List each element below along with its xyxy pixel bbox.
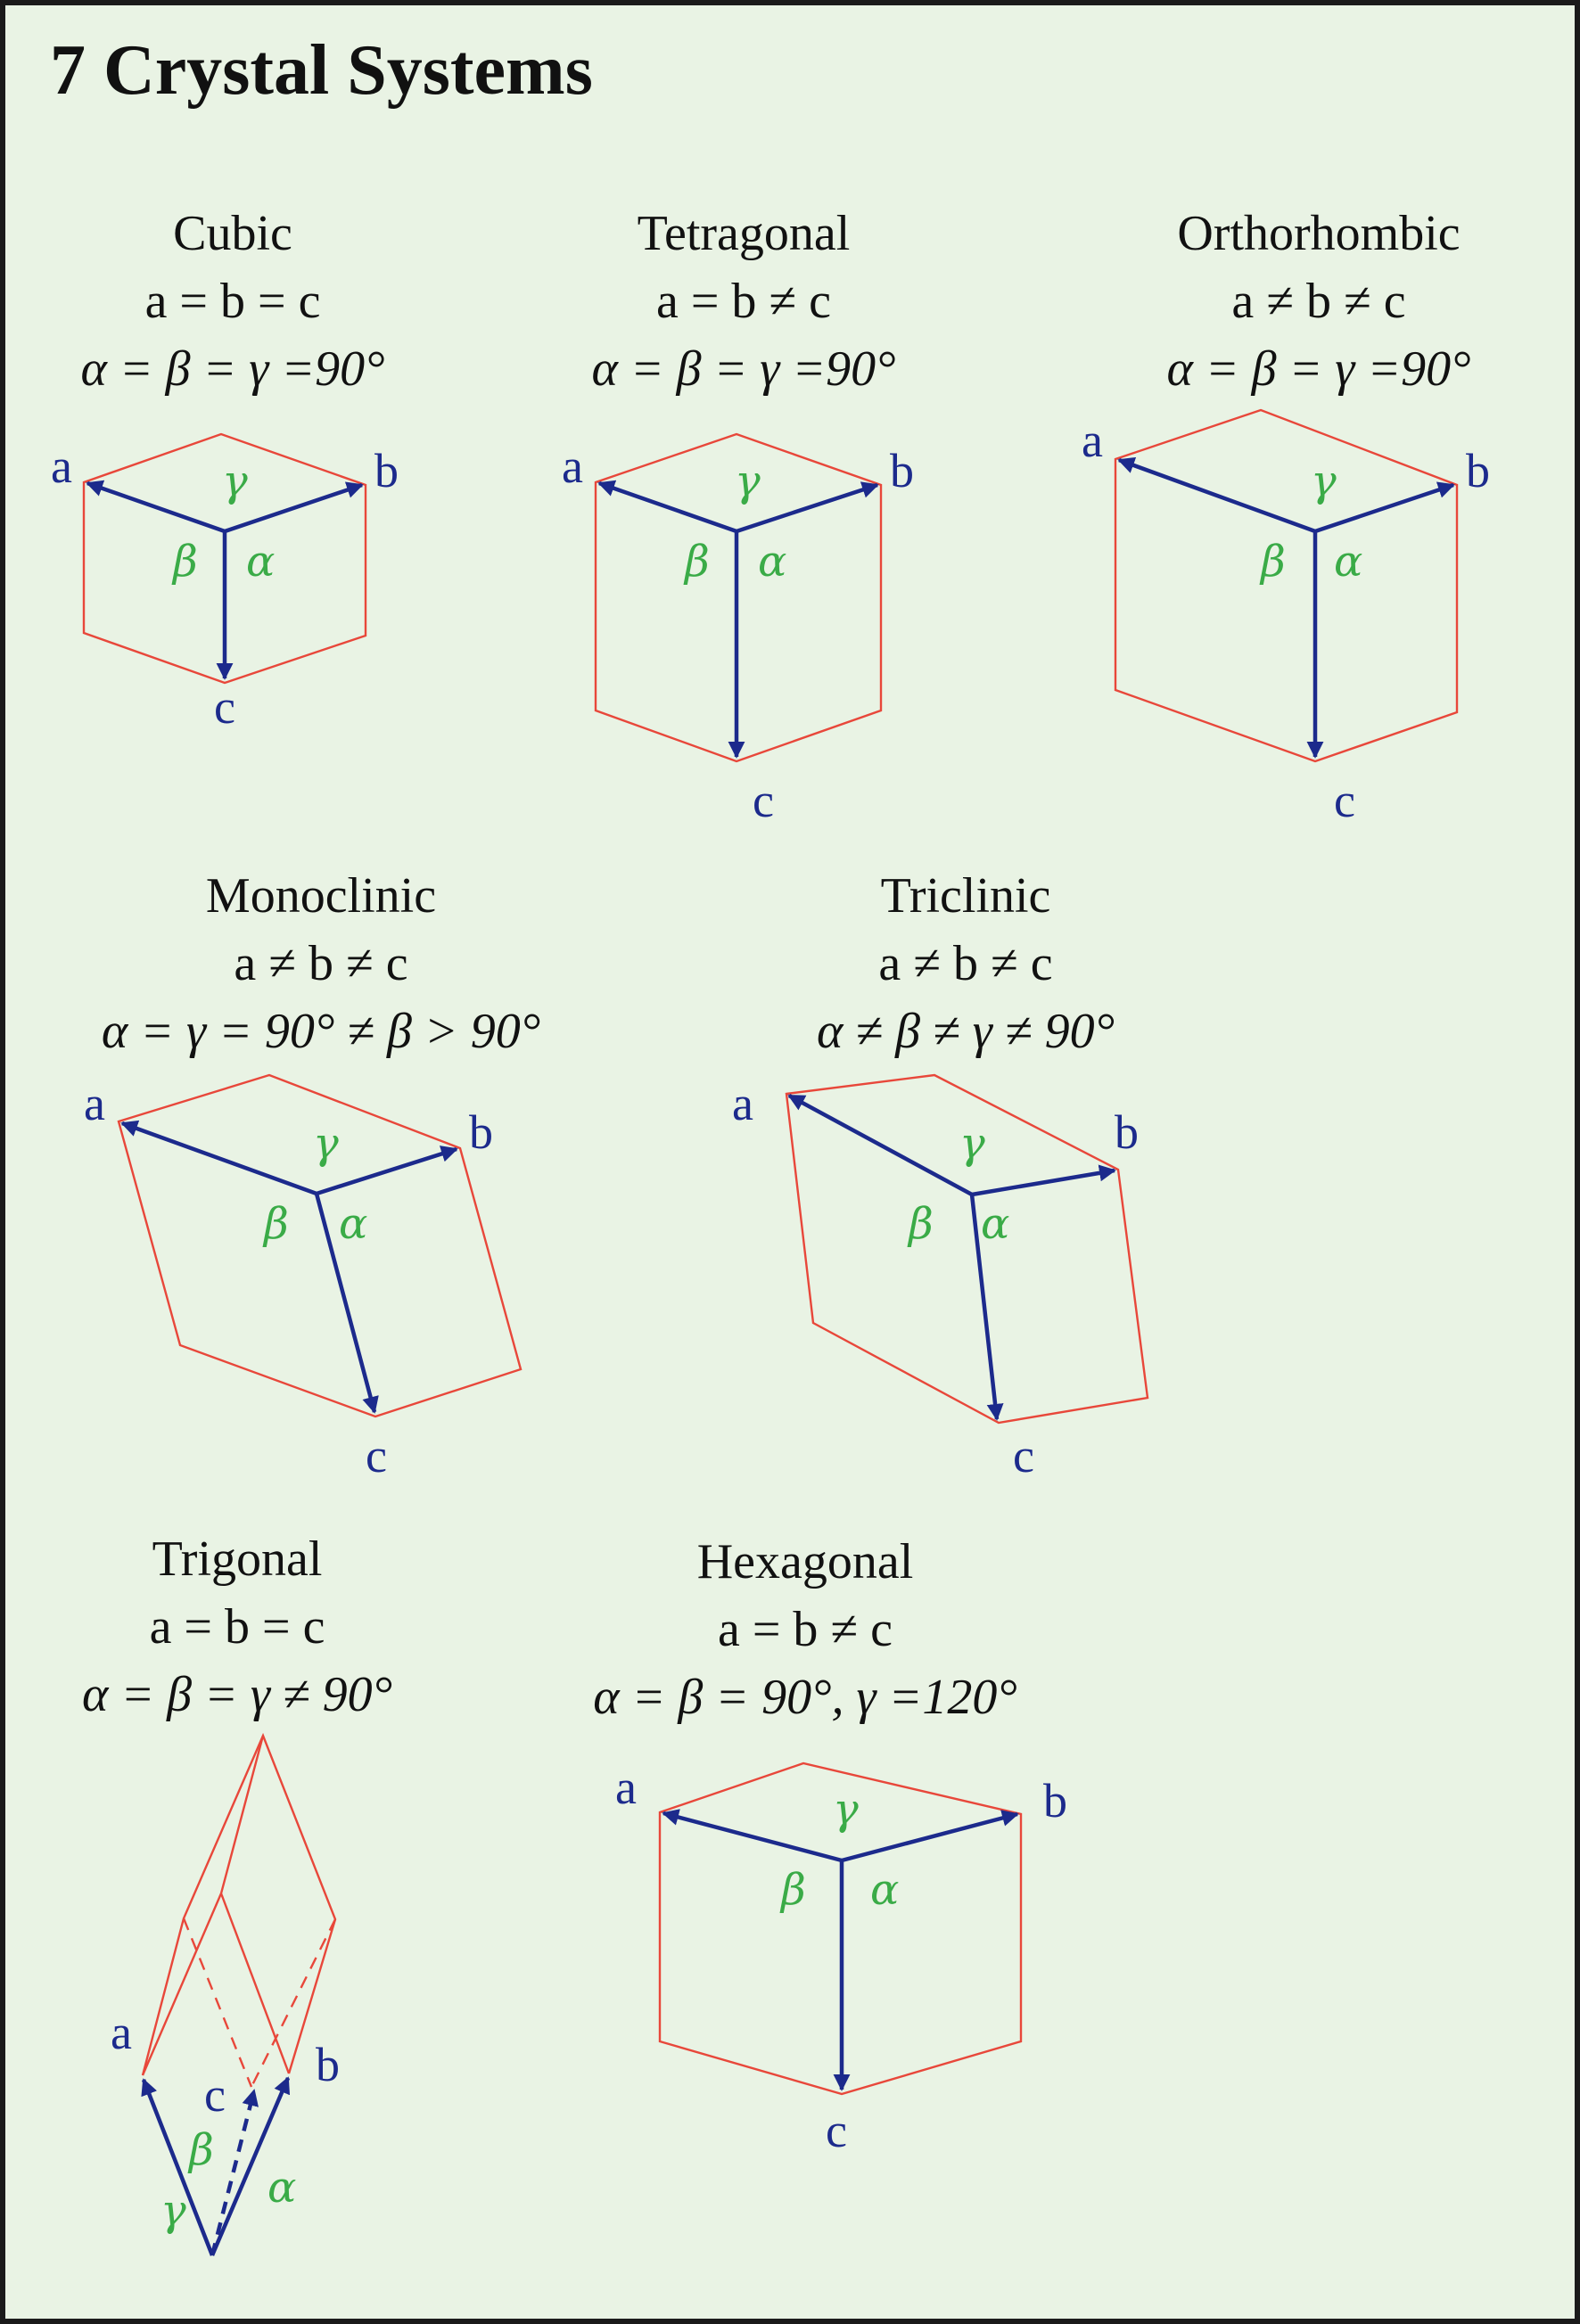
alpha-label: α [267,2163,297,2213]
b-axis-label: b [1466,444,1490,497]
hidden-edge [184,1918,251,2087]
beta-label: β [909,1199,934,1249]
angle-relation: α = β = γ =90° [591,341,896,397]
angle-relation: α = β = γ =90° [80,341,385,397]
page-title: 7 Crystal Systems [50,31,593,110]
c-axis-label: c [204,2068,226,2122]
a-axis-label: a [1082,414,1103,467]
length-relation: a ≠ b ≠ c [234,936,408,991]
length-relation: a ≠ b ≠ c [878,936,1053,991]
orthorhombic-unit-cell [1082,410,1490,827]
alpha-label: α [981,1199,1010,1249]
a-axis-arrow [663,1813,842,1860]
b-axis-arrow [842,1814,1017,1860]
gamma-label: γ [735,456,761,506]
hexagonal-unit-cell [615,1761,1067,2157]
gamma-label: γ [160,2186,186,2236]
system-name: Triclinic [880,868,1051,924]
angle-relation: α = β = 90°, γ =120° [593,1670,1017,1725]
system-name: Monoclinic [205,868,437,924]
beta-label: β [264,1199,289,1249]
gamma-label: γ [959,1119,985,1169]
a-axis-arrow [122,1123,317,1194]
angle-relation: α ≠ β ≠ γ ≠ 90° [817,1004,1115,1059]
triclinic-unit-cell [732,1075,1148,1482]
b-axis-arrow [972,1170,1115,1195]
angle-relation: α = β = γ ≠ 90° [81,1667,393,1722]
alpha-label: α [246,537,276,587]
beta-label: β [1261,537,1286,587]
alpha-label: α [758,537,787,587]
a-axis-arrow [789,1096,972,1195]
a-axis-label: a [51,439,72,493]
angle-relation: α = γ = 90° ≠ β > 90° [101,1004,541,1059]
b-axis-label: b [374,444,399,497]
a-axis-arrow [87,483,225,531]
length-relation: a = b ≠ c [655,274,832,329]
a-axis-arrow [1119,460,1315,531]
alpha-label: α [870,1865,900,1915]
beta-label: β [189,2125,214,2175]
b-axis-label: b [1115,1105,1139,1159]
a-axis-arrow [599,483,737,531]
b-axis-label: b [1043,1774,1067,1827]
system-name: Cubic [173,206,292,261]
system-name: Tetragonal [637,206,851,261]
length-relation: a = b = c [144,274,321,329]
b-axis-label: b [890,444,914,497]
c-axis-label: c [753,774,774,827]
alpha-label: α [1334,537,1363,587]
a-axis-label: a [732,1077,753,1130]
gamma-label: γ [313,1119,339,1169]
b-axis-label: b [316,2038,340,2091]
cell-edge [221,1736,263,1893]
angle-relation: α = β = γ =90° [1166,341,1471,397]
cell-edge [221,1893,289,2074]
tetragonal-unit-cell [562,434,914,827]
a-axis-label: a [615,1761,637,1814]
c-axis-label: c [366,1429,387,1482]
system-name: Trigonal [152,1532,323,1587]
monoclinic-unit-cell [84,1075,521,1482]
a-axis-label: a [111,2006,132,2059]
cell-outline [143,1736,335,2075]
b-axis-label: b [469,1105,493,1159]
alpha-label: α [339,1199,368,1249]
crystal-diagrams [5,5,1575,2319]
length-relation: a = b = c [149,1599,325,1655]
trigonal-unit-cell [111,1736,340,2255]
beta-label: β [781,1865,806,1915]
beta-label: β [173,537,198,587]
gamma-label: γ [833,1785,859,1835]
c-axis-label: c [1013,1429,1034,1482]
cubic-unit-cell [51,434,399,734]
a-axis-label: a [562,439,583,493]
c-axis-label: c [1334,774,1355,827]
gamma-label: γ [1311,456,1337,506]
c-axis-label: c [826,2104,847,2157]
system-name: Hexagonal [696,1534,914,1589]
length-relation: a = b ≠ c [717,1602,893,1657]
beta-label: β [685,537,710,587]
length-relation: a ≠ b ≠ c [1231,274,1406,329]
system-name: Orthorhombic [1177,206,1461,261]
cell-outline [1115,410,1457,761]
a-axis-label: a [84,1077,105,1130]
c-axis-label: c [214,680,235,734]
gamma-label: γ [222,456,248,506]
